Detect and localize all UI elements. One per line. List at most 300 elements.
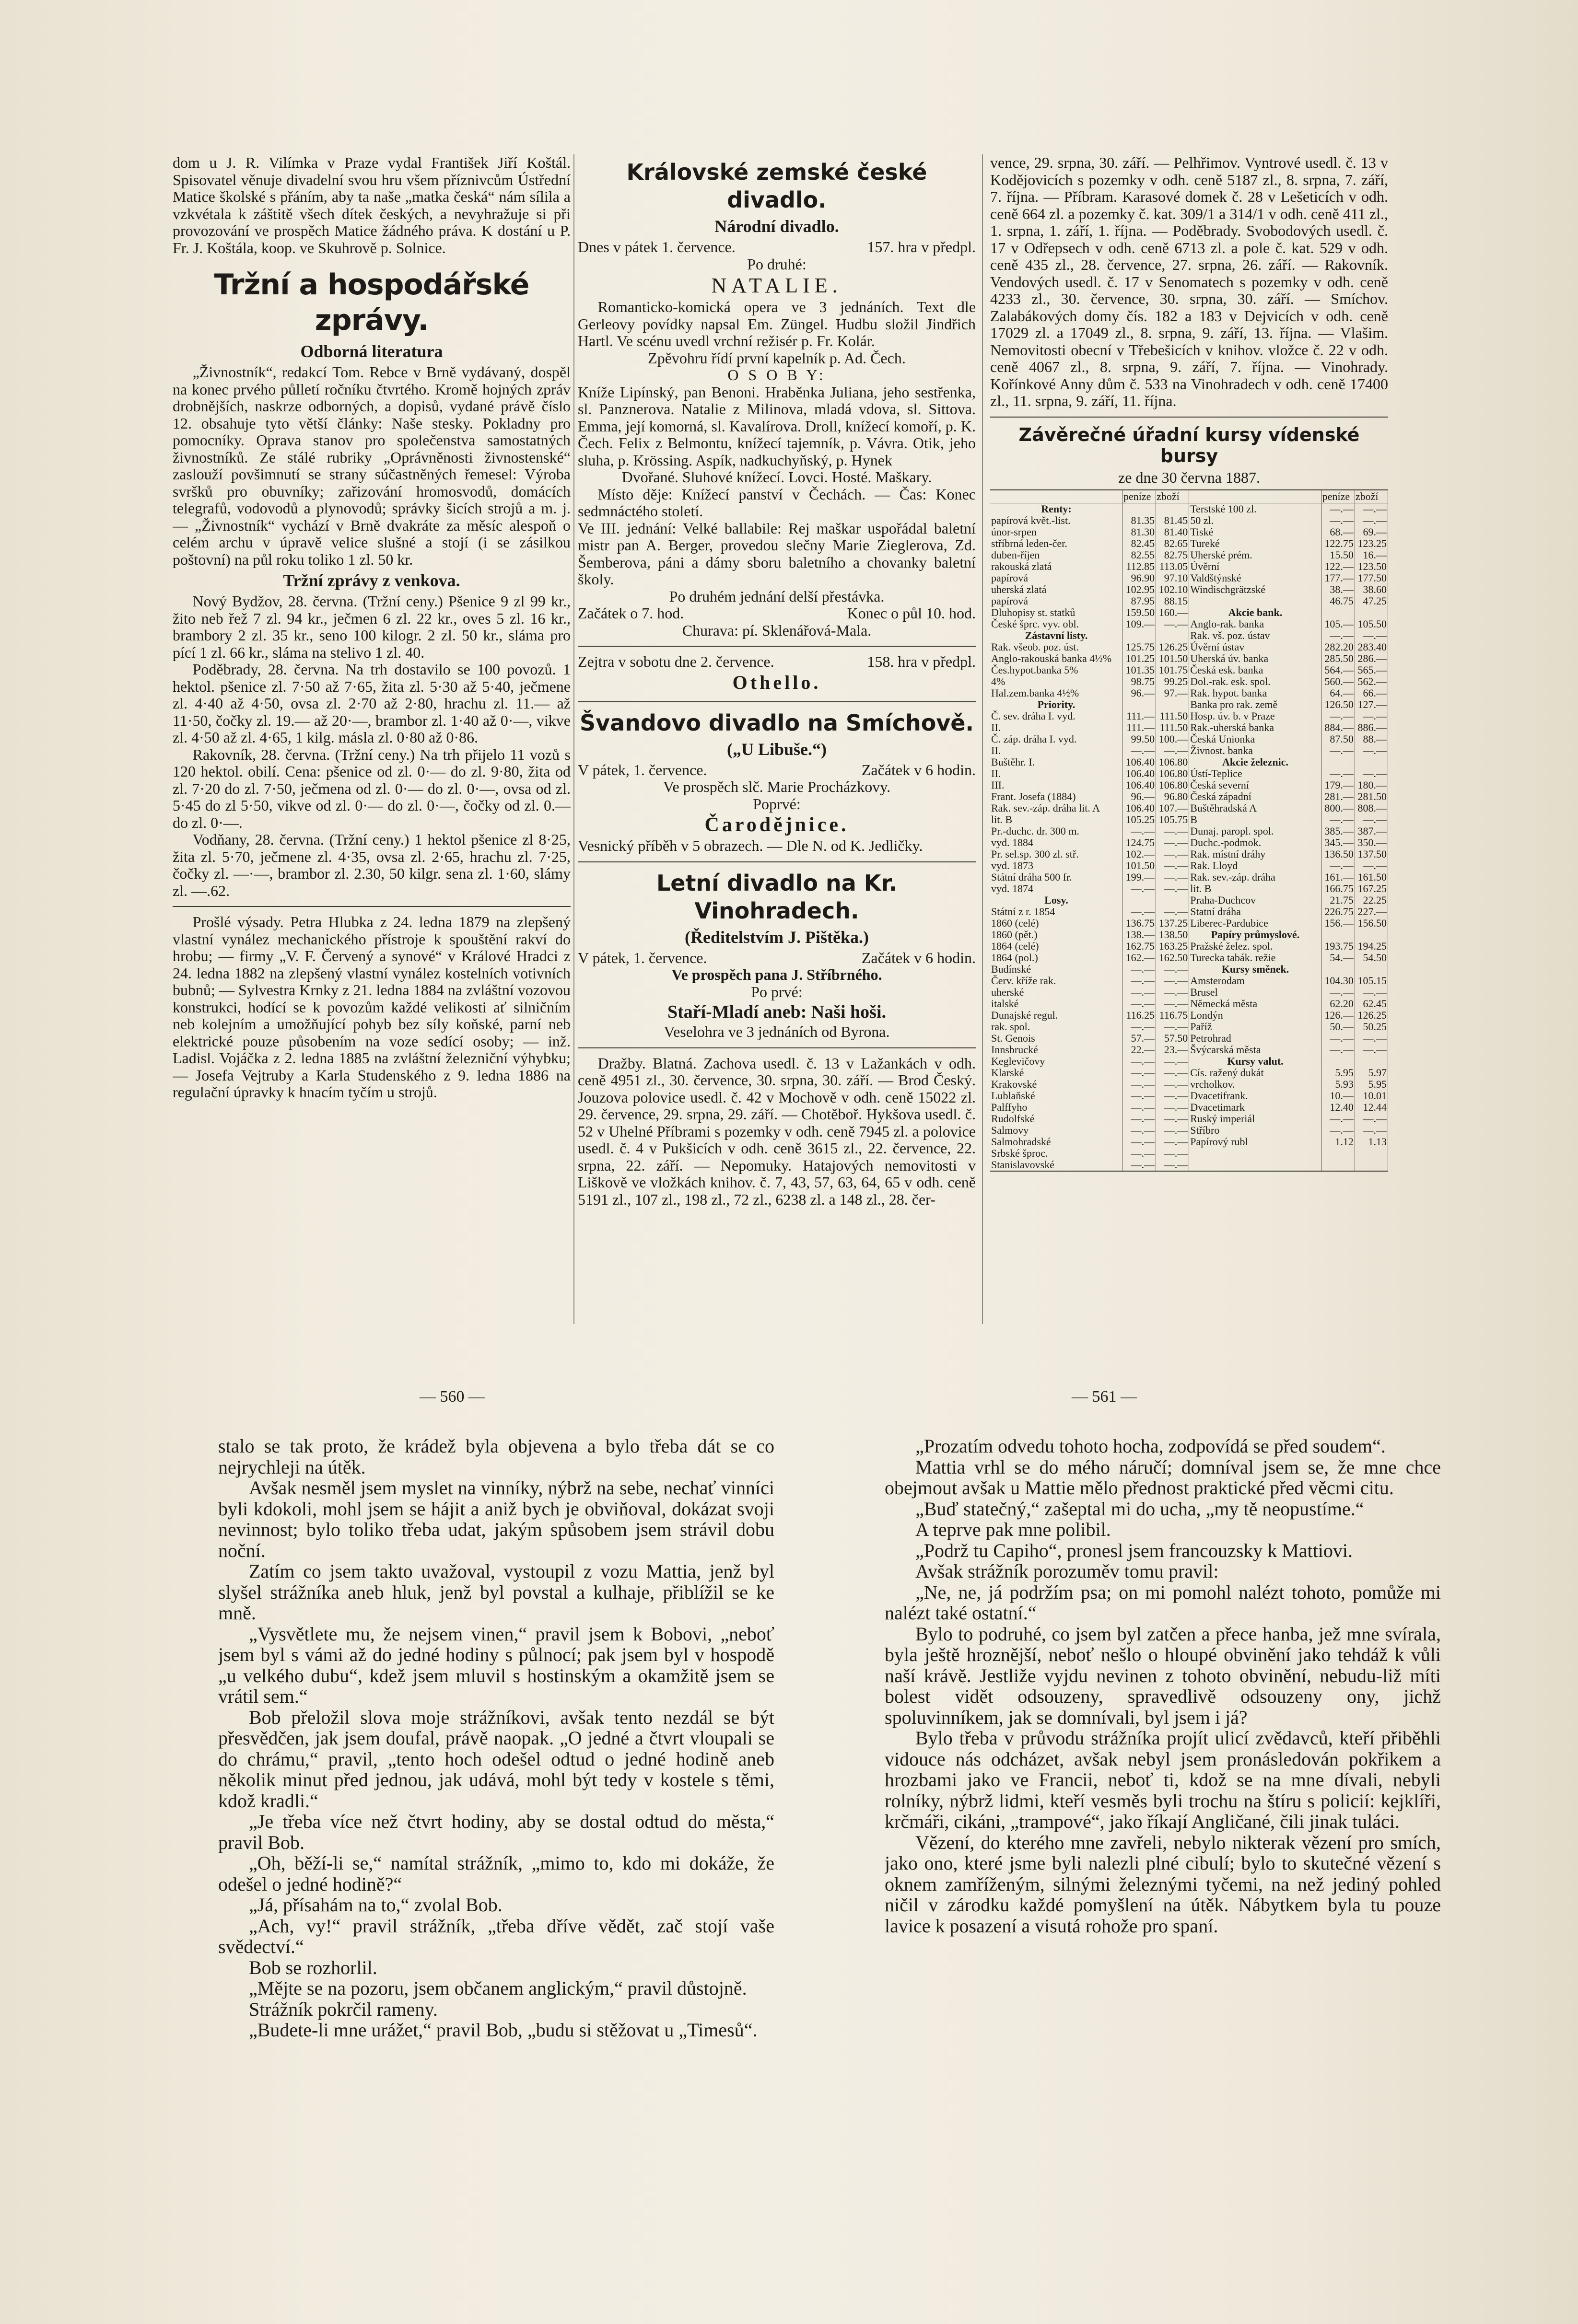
bourse-goods-value: [1355, 756, 1388, 768]
bourse-money-value: 62.20: [1321, 998, 1355, 1010]
bourse-goods-value: —.—: [1355, 503, 1388, 515]
bourse-goods-value: —.—: [1355, 814, 1388, 825]
summer-benefit: Ve prospěch pana J. Stříbrného.: [671, 966, 882, 983]
performance-count: Po druhé:: [747, 255, 807, 273]
bourse-money-value: 136.75: [1123, 918, 1156, 929]
bourse-item-name: vyd. 1874: [990, 883, 1123, 895]
bourse-goods-value: 113.05: [1156, 561, 1189, 572]
bourse-goods-value: 281.50: [1355, 791, 1388, 802]
svanda-description: Vesnický příběh v 5 obrazech. — Dle N. od K. Jedličky.: [578, 837, 923, 854]
story-paragraph: A teprve pak mne polibil.: [915, 1519, 1111, 1540]
bourse-goods-value: 99.25: [1156, 676, 1189, 687]
tomorrow-title: Othello.: [732, 671, 821, 693]
bourse-item-name: [1189, 1148, 1322, 1159]
performance-line: [578, 239, 976, 256]
bourse-item-name: stříbrná leden-čer.: [990, 538, 1123, 549]
literature-subheading: Odborná literatura: [300, 342, 443, 361]
story-paragraph: „Budete-li mne urážet,“ pravil Bob, „budu si stěžovat u „Timesů“.: [249, 2019, 758, 2041]
bourse-money-value: 81.35: [1123, 515, 1156, 526]
bourse-goods-value: —.—: [1156, 618, 1189, 630]
bourse-money-value: 560.—: [1321, 676, 1355, 687]
bourse-money-value: —.—: [1321, 814, 1355, 825]
story-paragraph: „Prozatím odvedu tohoto hocha, zodpovídá se před soudem“.: [915, 1436, 1386, 1457]
bourse-money-value: 87.95: [1123, 595, 1156, 607]
bourse-money-value: —.—: [1321, 987, 1355, 998]
bourse-money-value: 161.—: [1321, 872, 1355, 883]
bourse-money-value: 106.40: [1123, 802, 1156, 814]
bourse-row: [990, 952, 1388, 964]
start-time: Začátek o 7. hod.: [578, 604, 684, 622]
bourse-money-value: 112.85: [1123, 561, 1156, 572]
bourse-money-value: [1321, 1159, 1355, 1171]
bourse-item-name: Dvacetimark: [1189, 1102, 1322, 1113]
bourse-goods-value: [1355, 964, 1388, 975]
bourse-item-name: Rudolfské: [990, 1113, 1123, 1125]
bourse-goods-value: 111.50: [1156, 710, 1189, 722]
bourse-goods-value: 88.15: [1156, 595, 1189, 607]
auctions-continued: vence, 29. srpna, 30. září. — Pelhřimov. Vyntrové usedl. č. 13 v Kodějovicích s pozemky v odh. ceně 5187 zl., 8. srpna, 7. září, 7. října. — Příbram. Karasové domek č. 28 v Lešeticích v odh. ceně 664 zl. a pozemky č. kat. 309/1 a 314/1 v odh. ceně 411 zl., 1. srpna, 1. září, 1. října. — Poděbrady. Svobodových usedl. č. 17 v Odřepsech v odh. ceně 6713 zl. a pole č. kat. 529 v odh. ceně 435 zl., 28. července, 27. srpna, 26. září. — Rakovník. Vendových usedl. č. 17 v Senomatech s pozemky v odh. ceně 4233 zl., 30. července, 30. srpna, 30. září. — Smíchov. Zalabákových domy čís. 182 a 183 v Dejvicích v odh. ceně 17029 zl. a 17049 zl., 8. srpna, 9. září, 13. října. — Vlašim. Nemovitosti obecní v Třebešicích v knihov. vložce č. 22 v odh. ceně 4067 zl., 8. srpna, 9. září, 7. října. — Vinohrady. Kořínkové Anny dům č. 533 na Vinohradech v odh. ceně 17400 zl., 11. srpna, 9. září, 11. října.: [990, 154, 1388, 409]
bourse-item-name: vyd. 1873: [990, 860, 1123, 872]
bourse-heading: Závěrečné úřadní kursy vídenské bursy: [1018, 424, 1360, 466]
bourse-section-label: Priority.: [990, 699, 1123, 710]
bourse-money-value: —.—: [1123, 825, 1156, 837]
bourse-goods-value: —.—: [1156, 825, 1189, 837]
intermission-line: Po druhém jednání delší přestávka.: [669, 587, 885, 605]
national-theatre-subheading: Národní divadlo.: [714, 217, 839, 236]
page-number-left: — 560 —: [420, 1388, 485, 1406]
bourse-item-name: Německá města: [1189, 998, 1322, 1010]
page-number-right: — 561 —: [1072, 1388, 1137, 1406]
bourse-goods-value: —.—: [1156, 1125, 1189, 1136]
bourse-money-value: —.—: [1123, 1136, 1156, 1148]
bourse-item-name: Srbské šproc.: [990, 1148, 1123, 1159]
bourse-goods-value: —.—: [1156, 906, 1189, 918]
bourse-row: [990, 895, 1388, 906]
bourse-goods-value: —.—: [1355, 1033, 1388, 1044]
bourse-row: [990, 791, 1388, 802]
bourse-money-value: 12.40: [1321, 1102, 1355, 1113]
bourse-money-value: —.—: [1123, 883, 1156, 895]
bourse-section-label: Losy.: [990, 895, 1123, 906]
bourse-row: [990, 710, 1388, 722]
bourse-goods-value: —.—: [1355, 515, 1388, 526]
bourse-money-value: 166.75: [1321, 883, 1355, 895]
story-paragraph: Bylo to podruhé, co jsem byl zatčen a přece hanba, jež mne svírala, byla ještě hroznější, neboť nešlo o hloupé obvinění jako tehdáž k vůli naší krávě. Jestliže vyjdu nevinen z tohoto obvinění, nebudu-liž míti bolest vidět odsouzeny, spravedlivě odsouzeny ony, jichž spoluvinníkem, jak se domnívali, byl jsem i já?: [885, 1623, 1441, 1728]
bourse-money-value: —.—: [1321, 630, 1355, 641]
bourse-item-name: Rak. Lloyd: [1189, 860, 1322, 872]
bourse-goods-value: 62.45: [1355, 998, 1388, 1010]
bourse-item-name: Amsterodam: [1189, 975, 1322, 987]
bourse-goods-value: 88.—: [1355, 733, 1388, 745]
bourse-row: [990, 653, 1388, 664]
cast-heading: O S O B Y:: [727, 366, 826, 383]
bourse-row: [990, 630, 1388, 641]
bourse-goods-value: —.—: [1355, 745, 1388, 756]
bourse-goods-value: 123.50: [1355, 561, 1388, 572]
country-markets-subheading: Tržní zprávy z venkova.: [283, 571, 460, 590]
bourse-goods-value: 107.—: [1156, 802, 1189, 814]
bourse-item-name: III.: [990, 779, 1123, 791]
bourse-money-value: —.—: [1123, 906, 1156, 918]
bourse-money-value: 126.—: [1321, 1010, 1355, 1021]
bourse-goods-value: 97.—: [1156, 687, 1189, 699]
bourse-money-value: 125.75: [1123, 641, 1156, 653]
bourse-goods-value: 886.—: [1355, 722, 1388, 733]
story-paragraph: „Buď statečný,“ zašeptal mi do ucha, „my tě neopustíme.“: [915, 1498, 1364, 1520]
bourse-goods-value: 97.10: [1156, 572, 1189, 584]
bourse-goods-value: 22.25: [1355, 895, 1388, 906]
bourse-goods-value: 116.75: [1156, 1010, 1189, 1021]
bourse-row: [990, 1113, 1388, 1125]
story-paragraph: Mattia vrhl se do mého náručí; domníval jsem se, že mne chce obejmout avšak u Mattie mělo přednost praktické před věcmi citu.: [885, 1456, 1441, 1499]
bourse-money-value: —.—: [1321, 860, 1355, 872]
bourse-goods-value: 137.50: [1355, 848, 1388, 860]
bourse-section-label: Akcie železnic.: [1189, 756, 1322, 768]
bourse-item-name: 1860 (celé): [990, 918, 1123, 929]
bourse-item-name: Klarské: [990, 1067, 1123, 1079]
bourse-money-value: 96.90: [1123, 572, 1156, 584]
bourse-item-name: Uherská úv. banka: [1189, 653, 1322, 664]
bourse-item-name: papírová květ.-list.: [990, 515, 1123, 526]
bourse-money-value: 98.75: [1123, 676, 1156, 687]
bourse-goods-value: 105.15: [1355, 975, 1388, 987]
bourse-goods-value: 111.50: [1156, 722, 1189, 733]
bourse-money-value: 884.—: [1321, 722, 1355, 733]
bourse-money-value: —.—: [1321, 768, 1355, 779]
bourse-money-value: 124.75: [1123, 837, 1156, 848]
bourse-money-value: [1321, 929, 1355, 941]
bourse-goods-value: 47.25: [1355, 595, 1388, 607]
bourse-item-name: II.: [990, 768, 1123, 779]
bourse-goods-value: 101.75: [1156, 664, 1189, 676]
intro-paragraph: dom u J. R. Vilímka v Praze vydal František Jiří Koštál. Spisovatel věnuje divadelní svou hru všem příznivcům Ústřední Matice školské s přáním, aby ta naše „matka česká“ nám sílila a vzkvétala k záštitě všech dítek českých, a nevyhražuje si při provozování ve prospěch Matice žádného práva. K dostání u P. Fr. J. Koštála, koop. ve Skuhrově p. Solnice.: [173, 154, 571, 256]
column-1: [173, 154, 571, 1362]
col-money-header: peníze: [1321, 490, 1355, 503]
bourse-item-name: papírová: [990, 595, 1123, 607]
bourse-item-name: Liberec-Pardubice: [1189, 918, 1322, 929]
bourse-money-value: 156.—: [1321, 918, 1355, 929]
bourse-money-value: 101.25: [1123, 653, 1156, 664]
bourse-goods-value: —.—: [1156, 883, 1189, 895]
divider: [578, 701, 976, 702]
bourse-item-name: Turecka tabák. režie: [1189, 952, 1322, 964]
bourse-money-value: 96.—: [1123, 687, 1156, 699]
bourse-goods-value: 137.25: [1156, 918, 1189, 929]
bourse-item-name: Frant. Josefa (1884): [990, 791, 1123, 802]
bourse-row: [990, 860, 1388, 872]
bourse-goods-value: 105.50: [1355, 618, 1388, 630]
bourse-goods-value: —.—: [1355, 860, 1388, 872]
bourse-row: [990, 848, 1388, 860]
bourse-row: [990, 572, 1388, 584]
bourse-item-name: Státní dráha 500 fr.: [990, 872, 1123, 883]
bourse-goods-value: 156.50: [1355, 918, 1388, 929]
bourse-section-label: Renty:: [990, 503, 1123, 515]
summer-title: Staří-Mladí aneb: Naši hoši.: [667, 1002, 887, 1022]
bourse-item-name: lit. B: [1189, 883, 1322, 895]
bourse-goods-value: —.—: [1156, 872, 1189, 883]
bourse-item-name: italské: [990, 998, 1123, 1010]
bourse-goods-value: —.—: [1156, 1067, 1189, 1079]
bourse-money-value: [1123, 895, 1156, 906]
bourse-item-name: Úvěrní: [1189, 561, 1322, 572]
bourse-money-value: 109.—: [1123, 618, 1156, 630]
bourse-goods-value: 100.—: [1156, 733, 1189, 745]
story-paragraph: stalo se tak proto, že krádež byla objevena a bylo třeba dát se co nejrychleji na útěk.: [218, 1436, 774, 1478]
bourse-money-value: 82.45: [1123, 538, 1156, 549]
bourse-row: [990, 549, 1388, 561]
col-goods-header: zboží: [1156, 490, 1189, 503]
bourse-item-name: Papírový rubl: [1189, 1136, 1322, 1148]
summer-theatre-subheading: (Ředitelstvím J. Pištěka.): [685, 927, 869, 947]
bourse-row: [990, 825, 1388, 837]
performance-date: Dnes v pátek 1. července.: [578, 238, 736, 256]
bourse-goods-value: 138.50: [1156, 929, 1189, 941]
bourse-item-name: únor-srpen: [990, 526, 1123, 538]
bourse-money-value: 285.50: [1321, 653, 1355, 664]
svanda-title: Čarodějnice.: [704, 814, 849, 836]
story-paragraph: Strážník pokrčil rameny.: [249, 1998, 438, 2020]
bourse-row: [990, 906, 1388, 918]
bourse-row: [990, 883, 1388, 895]
bourse-goods-value: —.—: [1156, 998, 1189, 1010]
setting-line: Místo děje: Knížecí panství v Čechách. — Čas: Konec sedmnáctého století.: [578, 485, 976, 520]
market-report: Poděbrady, 28. června. Na trh dostavilo se 100 povozů. 1 hektol. pšenice zl. 7·50 až 7·65, žita zl. 5·30 až 5·40, ječmene zl. 4·40 až 4·50, ovsa zl. 2·70 až 2·80, hrachu zl. 11.— až 11·50, čočky zl. 19.— až 20·—, brambor zl. 1·40 až 0·—, vikve zl. 4·50 až zl. 4·65, 1 kilg. másla zl. 0·80 až 0·86.: [173, 661, 571, 746]
bourse-money-value: —.—: [1321, 503, 1355, 515]
bourse-item-name: vyd. 1884: [990, 837, 1123, 848]
bourse-row: [990, 618, 1388, 630]
bourse-section-label: Papíry průmyslové.: [1189, 929, 1322, 941]
bourse-item-name: lit. B: [990, 814, 1123, 825]
bourse-item-name: Lublaňské: [990, 1090, 1123, 1102]
bourse-item-name: Čes.hypot.banka 5%: [990, 664, 1123, 676]
bourse-row: [990, 1148, 1388, 1159]
bourse-goods-value: 180.—: [1355, 779, 1388, 791]
bourse-row: [990, 538, 1388, 549]
bourse-goods-value: 81.40: [1156, 526, 1189, 538]
bourse-row: [990, 1102, 1388, 1113]
bourse-goods-value: 82.65: [1156, 538, 1189, 549]
bourse-money-value: 21.75: [1321, 895, 1355, 906]
bourse-goods-value: [1156, 630, 1189, 641]
bourse-goods-value: 562.—: [1355, 676, 1388, 687]
bourse-row: [990, 1056, 1388, 1067]
bourse-item-name: rakouská zlatá: [990, 561, 1123, 572]
story-right-column: [885, 1436, 1441, 2184]
bourse-goods-value: 105.75: [1156, 814, 1189, 825]
bourse-money-value: 193.75: [1321, 941, 1355, 952]
bourse-money-value: 99.50: [1123, 733, 1156, 745]
bourse-money-value: 177.—: [1321, 572, 1355, 584]
bourse-goods-value: —.—: [1156, 1079, 1189, 1090]
bourse-item-name: uherské: [990, 987, 1123, 998]
svanda-time-line: [578, 762, 976, 779]
cast-list: Kníže Lipínský, pan Benoni. Hraběnka Juliana, jeho sestřenka, sl. Panznerova. Natalie z Milinova, mladá vdova, sl. Sittova. Emma, její komorná, sl. Kavalírova. Droll, knížecí komoří, p. K. Čech. Felix z Belmontu, knížecí tajemník, p. Vávra. Otik, jeho sluha, p. Krössing. Aspík, nadkuchyňský, p. Hynek: [578, 383, 976, 469]
bourse-row: [990, 929, 1388, 941]
bourse-money-value: 136.50: [1321, 848, 1355, 860]
bourse-item-name: Živnost. banka: [1189, 745, 1322, 756]
bourse-row: [990, 1090, 1388, 1102]
bourse-item-name: Budínské: [990, 964, 1123, 975]
story-paragraph: „Podrž tu Capiho“, pronesl jsem francouzsky k Mattiovi.: [915, 1539, 1353, 1561]
bourse-row: [990, 664, 1388, 676]
bourse-money-value: 96.—: [1123, 791, 1156, 802]
bourse-goods-value: 350.—: [1355, 837, 1388, 848]
bourse-money-value: 105.—: [1321, 618, 1355, 630]
bourse-item-name: Úvěrní ústav: [1189, 641, 1322, 653]
bourse-money-value: 345.—: [1321, 837, 1355, 848]
story-left-column: [218, 1436, 774, 2184]
bourse-money-value: 10.—: [1321, 1090, 1355, 1102]
bourse-row: [990, 1136, 1388, 1148]
bourse-goods-value: —.—: [1156, 848, 1189, 860]
bourse-item-name: Ruský imperiál: [1189, 1113, 1322, 1125]
bourse-row: [990, 872, 1388, 883]
end-time: Konec o půl 10. hod.: [847, 604, 976, 622]
bourse-item-name: Terstské 100 zl.: [1189, 503, 1322, 515]
bourse-goods-value: —.—: [1156, 745, 1189, 756]
bourse-money-value: 87.50: [1321, 733, 1355, 745]
bourse-goods-value: —.—: [1156, 1102, 1189, 1113]
bourse-money-value: 22.—: [1123, 1044, 1156, 1056]
bourse-money-value: 159.50: [1123, 607, 1156, 618]
bourse-goods-value: 162.50: [1156, 952, 1189, 964]
col-money-header: peníze: [1123, 490, 1156, 503]
bourse-item-name: Buštěhr. I.: [990, 756, 1123, 768]
bourse-money-value: —.—: [1321, 1033, 1355, 1044]
bourse-money-value: 46.75: [1321, 595, 1355, 607]
bourse-goods-value: —.—: [1156, 1056, 1189, 1067]
column-rule: [982, 154, 983, 1324]
bourse-goods-value: 66.—: [1355, 687, 1388, 699]
bourse-item-name: Krakovské: [990, 1079, 1123, 1090]
bourse-item-name: Pr.-duchc. dr. 300 m.: [990, 825, 1123, 837]
summer-theatre-heading: Letní divadlo na Kr. Vinohradech.: [656, 870, 898, 924]
bourse-money-value: [1321, 607, 1355, 618]
bourse-item-name: Dol.-rak. esk. spol.: [1189, 676, 1322, 687]
bourse-money-value: [1123, 503, 1156, 515]
bourse-goods-value: —.—: [1156, 964, 1189, 975]
literature-paragraph: „Živnostník“, redakcí Tom. Rebce v Brně vydávaný, dospěl na konec prvého půlletí ročníku čtvrtého. Kromě hojných zpráv drobnějších, naskrze odborných, a dopisů, vydané právě číslo 12. obsahuje tyto větší články: Naše stesky. Pokladny pro pomocníky. Oprava stanov pro společenstva samostatných živnostníků. Ze stálé rubriky „Oprávněnosti živnostenské“ zaslouží povšimnutí se strany súčastněných řemesel: Výroba svršků pro obuvníky; zařizování hromosvodů, domácích telegrafů, vodovodů a plynovodů; správky šicích strojů a m. j. — „Živnostník“ vychází v Brně dvakráte za měsíc alespoň o celém archu v úpravě velice slušné a stojí (i se zásilkou poštovní) na půl roku toliko 1 zl. 50 kr.: [173, 363, 571, 568]
story-paragraph: Bob se rozhorlil.: [249, 1956, 377, 1978]
bourse-money-value: [1321, 964, 1355, 975]
bourse-item-name: Paříž: [1189, 1021, 1322, 1033]
bourse-goods-value: —.—: [1156, 1090, 1189, 1102]
bourse-money-value: 5.93: [1321, 1079, 1355, 1090]
bourse-goods-value: —.—: [1355, 710, 1388, 722]
divider: [578, 861, 976, 862]
tomorrow-number: 158. hra v předpl.: [867, 653, 976, 670]
bourse-money-value: 82.55: [1123, 549, 1156, 561]
bourse-item-name: Česká Unionka: [1189, 733, 1322, 745]
bourse-goods-value: 177.50: [1355, 572, 1388, 584]
bourse-item-name: [1189, 1159, 1322, 1171]
bourse-goods-value: 81.45: [1156, 515, 1189, 526]
divider: [578, 646, 976, 647]
bourse-goods-value: 106.80: [1156, 756, 1189, 768]
bourse-goods-value: —.—: [1156, 975, 1189, 987]
bourse-item-name: Stanislavovské: [990, 1159, 1123, 1171]
bourse-item-name: Rak.-uherská banka: [1189, 722, 1322, 733]
bourse-row: [990, 814, 1388, 825]
bourse-money-value: 81.30: [1123, 526, 1156, 538]
bourse-money-value: 104.30: [1321, 975, 1355, 987]
bourse-row: [990, 687, 1388, 699]
svanda-benefit: Ve prospěch slč. Marie Procházkovy.: [663, 778, 891, 795]
bourse-item-name: Innsbrucké: [990, 1044, 1123, 1056]
bourse-money-value: —.—: [1123, 1067, 1156, 1079]
bourse-money-value: —.—: [1123, 1021, 1156, 1033]
summer-first: Po prvé:: [751, 983, 803, 1000]
bourse-goods-value: [1156, 699, 1189, 710]
bourse-goods-value: —.—: [1355, 987, 1388, 998]
bourse-item-name: Anglo-rak. banka: [1189, 618, 1322, 630]
bourse-item-name: Ústí-Teplice: [1189, 768, 1322, 779]
column-rule: [573, 154, 574, 1324]
bourse-money-value: 199.—: [1123, 872, 1156, 883]
bourse-row: [990, 584, 1388, 595]
bourse-item-name: rak. spol.: [990, 1021, 1123, 1033]
bourse-goods-value: —.—: [1156, 1113, 1189, 1125]
bourse-goods-value: [1156, 503, 1189, 515]
bourse-item-name: St. Genois: [990, 1033, 1123, 1044]
bourse-item-name: Dunaj. paropl. spol.: [1189, 825, 1322, 837]
bourse-money-value: —.—: [1123, 745, 1156, 756]
divider: [578, 1047, 976, 1048]
tomorrow-line: [578, 653, 976, 671]
bourse-row: [990, 526, 1388, 538]
bourse-row: [990, 918, 1388, 929]
bourse-goods-value: 96.80: [1156, 791, 1189, 802]
bourse-item-name: Banka pro rak. země: [1189, 699, 1322, 710]
bourse-goods-value: —.—: [1156, 860, 1189, 872]
auctions-paragraph: Dražby. Blatná. Zachova usedl. č. 13 v Lažankách v odh. ceně 4951 zl., 30. července, 30. srpna, 30. září. — Brod Český. Jouzova polovice usedl. č. 42 v Mochově v odh. ceně 15022 zl. 29. července, 29. srpna, 29. září. — Chotěboř. Hykšova usedl. č. 52 v Uhelné Příbrami s pozemky v odh. ceně 7945 zl. a polovice usedl. č. 4 v Pukšicích v odh. ceně 3615 zl., 22. července, 22. srpna, 22. září. — Nepomuky. Hatajových nemovitosti v Liškově ve vložkách knihov. č. 7, 43, 57, 63, 64, 65 v odh. ceně 5191 zl., 107 zl., 198 zl., 72 zl., 6238 zl. a 148 zl., 28. čer-: [578, 1054, 976, 1208]
bourse-row: [990, 756, 1388, 768]
bourse-item-name: uherská zlatá: [990, 584, 1123, 595]
bourse-money-value: —.—: [1123, 964, 1156, 975]
bourse-item-name: Rak. místní dráhy: [1189, 848, 1322, 860]
svanda-theatre-heading: Švandovo divadlo na Smíchově.: [580, 709, 974, 736]
bourse-date: ze dne 30 června 1887.: [1118, 468, 1260, 486]
bourse-money-value: 111.—: [1123, 710, 1156, 722]
bourse-money-value: —.—: [1123, 1090, 1156, 1102]
story-paragraph: „Vysvětlete mu, že nejsem vinen,“ pravil jsem k Bobovi, „neboť jsem byl s vámi až do jedné hodiny s půlnocí; pak jsem byl v hospodě „u velkého dubu“, kdež jsem mluvil s hostinským a okamžitě jsem se vrátil sem.“: [218, 1623, 774, 1707]
bourse-goods-value: 194.25: [1355, 941, 1388, 952]
story-paragraph: „Je třeba více než čtvrt hodiny, aby se dostal odtud do města,“ pravil Bob.: [218, 1811, 774, 1853]
bourse-item-name: 1864 (pol.): [990, 952, 1123, 964]
bourse-money-value: [1321, 1148, 1355, 1159]
story-paragraph: „Oh, běží-li se,“ namítal strážník, „mimo to, kdo mi dokáže, že odešel o jedné hodině?“: [218, 1852, 774, 1895]
bourse-money-value: —.—: [1321, 1044, 1355, 1056]
bourse-goods-value: 387.—: [1355, 825, 1388, 837]
bourse-money-value: —.—: [1123, 1102, 1156, 1113]
bourse-goods-value: [1355, 1148, 1388, 1159]
bourse-money-value: 68.—: [1321, 526, 1355, 538]
bourse-money-value: 122.75: [1321, 538, 1355, 549]
column-3: [990, 154, 1388, 1362]
bourse-item-name: Rak. všeob. poz. úst.: [990, 641, 1123, 653]
bourse-goods-value: 38.60: [1355, 584, 1388, 595]
story-paragraph: Bob přeložil slova moje strážníkovi, avšak tento nezdál se být přesvědčen, jak jsem doufal, právě naopak. „O jedné a čtvrt vloupali se do chrámu,“ pravil, „tento hoch odešel odtud o jedné hodině aneb několik minut před jednou, jak udává, mohl být tedy v kostele s těmi, kdož kradli.“: [218, 1706, 774, 1812]
bourse-money-value: 102.95: [1123, 584, 1156, 595]
bourse-money-value: 138.—: [1123, 929, 1156, 941]
bourse-item-name: Petrohrad: [1189, 1033, 1322, 1044]
bourse-item-name: Stříbro: [1189, 1125, 1322, 1136]
bourse-money-value: 800.—: [1321, 802, 1355, 814]
bourse-item-name: Valdštýnské: [1189, 572, 1322, 584]
bourse-goods-value: 160.—: [1156, 607, 1189, 618]
story-paragraph: Bylo třeba v průvodu strážníka projít ulicí zvědavců, kteří přiběhli vidouce nás odcházet, avšak nebyl jsem pronásledován pokřikem a hrozbami jako ve Francii, neboť ti, kdož se na mne dívali, nebyli rolníky, nýbrž lidmi, kteří vesměs byli trochu na štíru s policií: kejklíři, krčmáři, cikáni, „trampové“, jako říkají Angličané, čili jinak tuláci.: [885, 1727, 1441, 1832]
